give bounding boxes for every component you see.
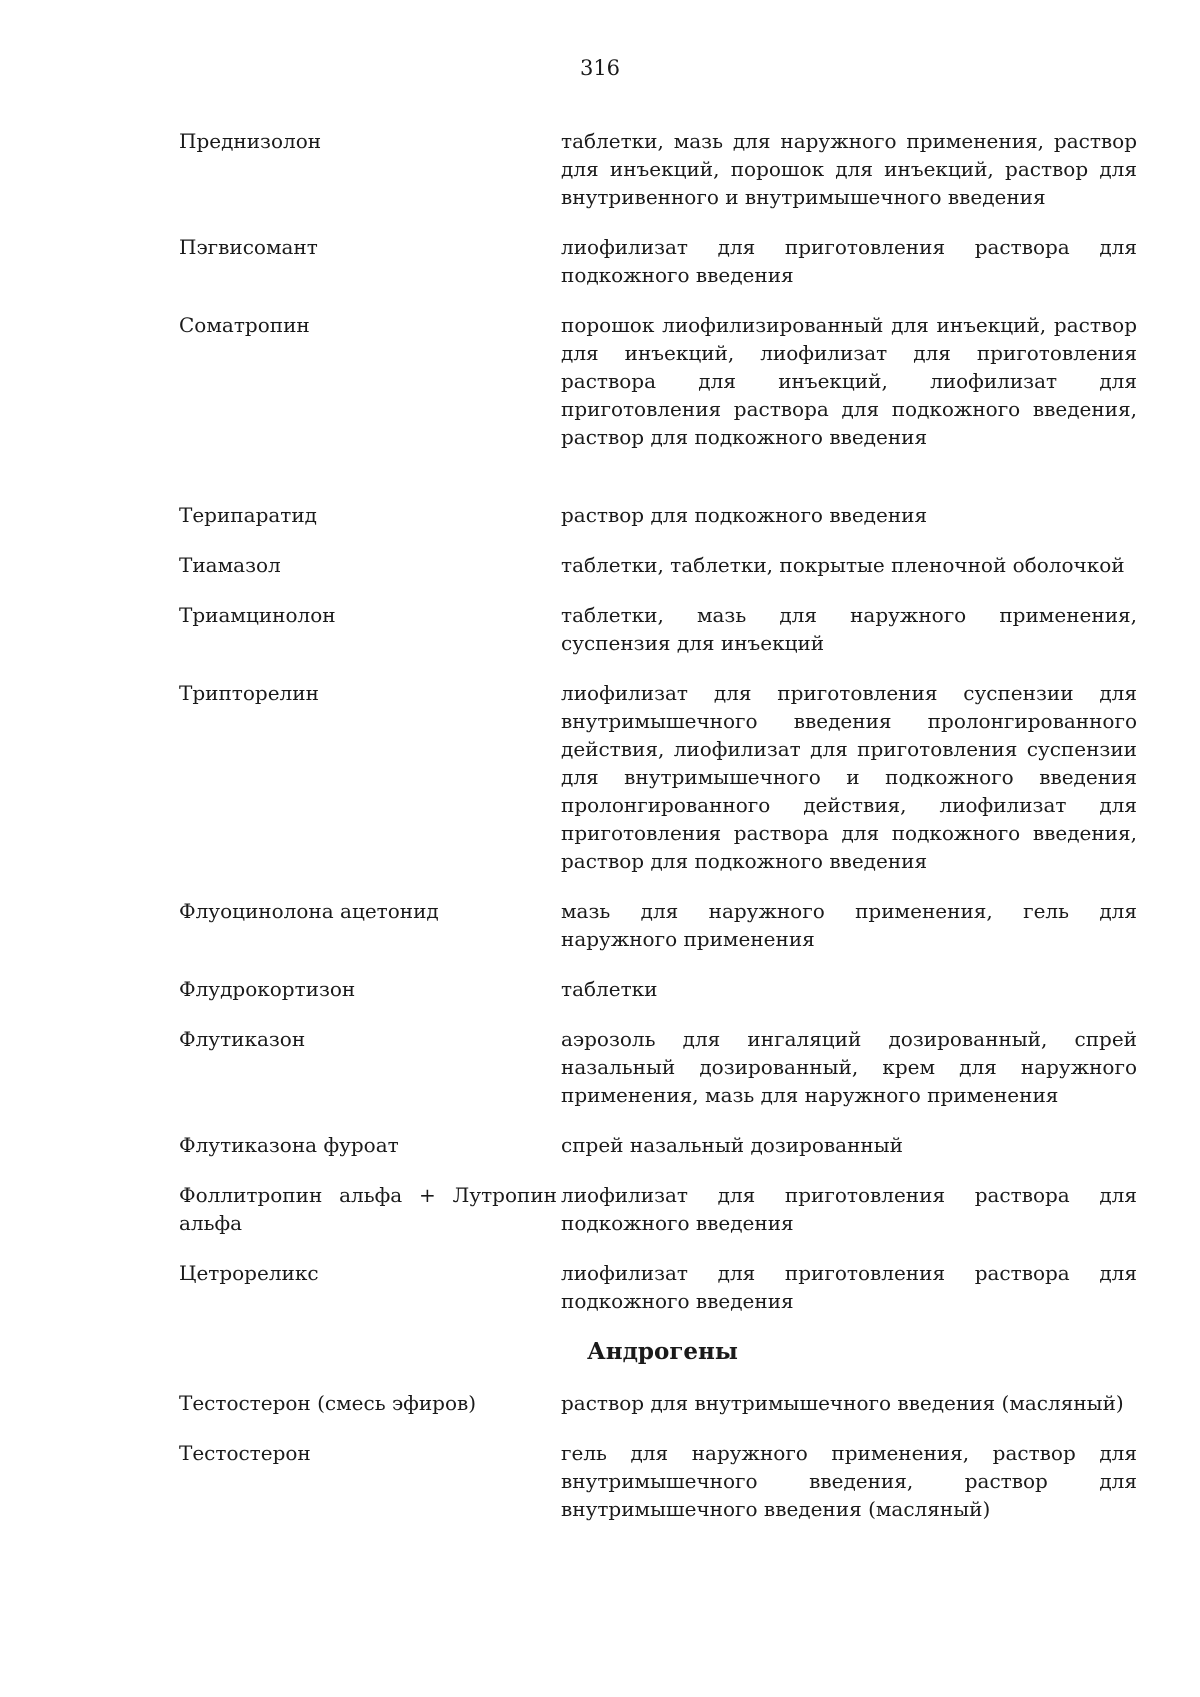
dosage-forms: аэрозоль для ингаляций дозированный, спрей назальный дозированный, крем для наружного применения, мазь для наружного применения — [561, 1027, 1137, 1107]
list-item — [179, 501, 1137, 529]
list-item — [179, 1025, 1137, 1109]
drug-name: Фоллитропин альфа + Лутропин альфа — [179, 1183, 557, 1235]
list-item — [179, 127, 1137, 211]
dosage-forms: лиофилизат для приготовления раствора для подкожного введения — [561, 1261, 1137, 1313]
section-heading: Андрогены — [587, 1338, 738, 1365]
dosage-forms: таблетки, таблетки, покрытые пленочной оболочкой — [561, 553, 1125, 577]
list-item — [179, 975, 1137, 1003]
list-item — [179, 601, 1137, 657]
drug-name: Тестостерон (смесь эфиров) — [179, 1391, 477, 1415]
dosage-forms: порошок лиофилизированный для инъекций, раствор для инъекций, лиофилизат для приготовления раствора для инъекций, лиофилизат для приготовления раствора для подкожного введения, раствор для подкожного введения — [561, 313, 1137, 449]
list-item — [179, 1439, 1137, 1523]
list-item — [179, 551, 1137, 579]
dosage-forms: лиофилизат для приготовления суспензии для внутримышечного введения пролонгированного действия, лиофилизат для приготовления суспензии для внутримышечного и подкожного введения пролонгированного действия, лиофилизат для приготовления раствора для подкожного введения, раствор для подкожного введения — [561, 681, 1137, 873]
drug-name: Флутиказона фуроат — [179, 1133, 399, 1157]
dosage-forms: раствор для внутримышечного введения (масляный) — [561, 1391, 1124, 1415]
dosage-forms: мазь для наружного применения, гель для наружного применения — [561, 899, 1137, 951]
dosage-forms: лиофилизат для приготовления раствора для подкожного введения — [561, 1183, 1137, 1235]
drug-name: Тестостерон — [179, 1441, 311, 1465]
drug-name: Флудрокортизон — [179, 977, 356, 1001]
dosage-forms: спрей назальный дозированный — [561, 1133, 904, 1157]
page-number: 316 — [579, 56, 621, 80]
list-item — [179, 311, 1137, 451]
drug-name: Преднизолон — [179, 129, 322, 153]
drug-name: Трипторелин — [179, 681, 319, 705]
drug-name: Флутиказон — [179, 1027, 306, 1051]
drug-name: Тиамазол — [179, 553, 281, 577]
list-item — [179, 1389, 1137, 1417]
dosage-forms: таблетки, мазь для наружного применения, раствор для инъекций, порошок для инъекций, раствор для внутривенного и внутримышечного введения — [561, 129, 1137, 209]
list-item — [179, 1181, 1137, 1237]
list-item — [179, 897, 1137, 953]
drug-name: Флуоцинолона ацетонид — [179, 899, 439, 923]
dosage-forms: лиофилизат для приготовления раствора для подкожного введения — [561, 235, 1137, 287]
drug-name: Цетрореликс — [179, 1261, 319, 1285]
list-item — [179, 1131, 1137, 1159]
dosage-forms: таблетки, мазь для наружного применения, суспензия для инъекций — [561, 603, 1137, 655]
drug-name: Терипаратид — [179, 503, 317, 527]
drug-name: Пэгвисомант — [179, 235, 318, 259]
drug-name: Соматропин — [179, 313, 310, 337]
drug-name: Триамцинолон — [179, 603, 336, 627]
dosage-forms: раствор для подкожного введения — [561, 503, 928, 527]
dosage-forms: гель для наружного применения, раствор для внутримышечного введения, раствор для внутримышечного введения (масляный) — [561, 1441, 1137, 1521]
list-item — [179, 1259, 1137, 1315]
drug-list — [179, 127, 1137, 1545]
list-item — [179, 233, 1137, 289]
list-item — [179, 679, 1137, 875]
dosage-forms: таблетки — [561, 977, 658, 1001]
